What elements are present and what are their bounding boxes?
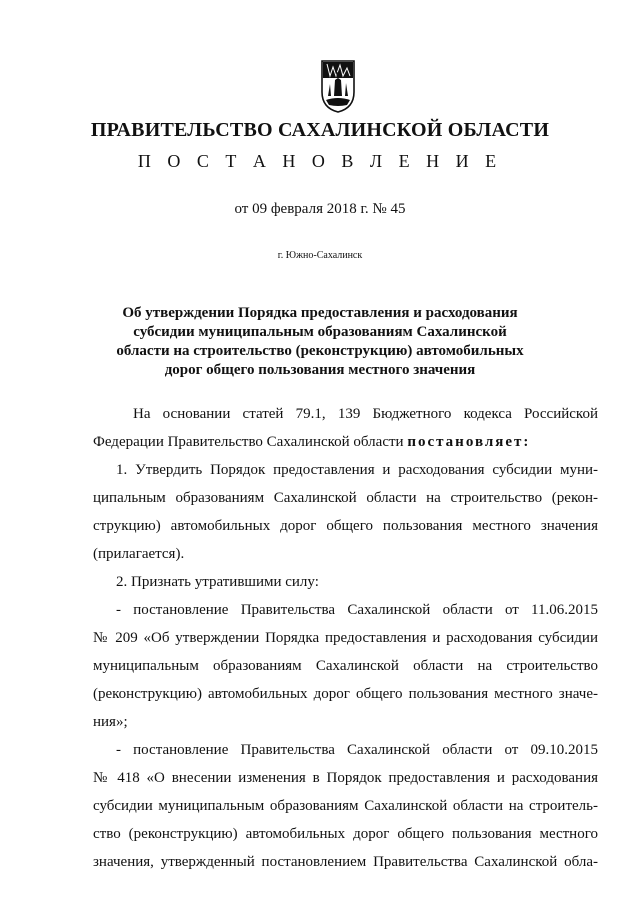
repealed-item-2-line: субсидии муниципальным образованиям Сахалинской области на строитель- <box>93 798 598 814</box>
document-city: г. Южно-Сахалинск <box>277 250 363 261</box>
paragraph-1-line: (прилагается). <box>93 546 185 562</box>
repealed-item-1-line: (реконструкцию) автомобильных дорог общего пользования местного значе- <box>93 686 598 702</box>
sakhalin-coat-of-arms-icon <box>318 58 358 114</box>
document-type: П О С Т А Н О В Л Е Н И Е <box>137 151 503 171</box>
subject-line: области на строительство (реконструкцию) автомобильных <box>116 343 524 359</box>
subject-line: Об утверждении Порядка предоставления и расходования <box>122 305 518 321</box>
paragraph-1-line: 1. Утвердить Порядок предоставления и расходования субсидии муни- <box>116 462 598 478</box>
paragraph-1-line: струкцию) автомобильных дорог общего пользования местного значения <box>93 518 598 534</box>
repealed-item-2-line: значения, утвержденный постановлением Правительства Сахалинской обла- <box>93 854 598 870</box>
repealed-item-2-line: - постановление Правительства Сахалинской области от 09.10.2015 <box>116 742 598 758</box>
preamble-text: Федерации Правительство Сахалинской области <box>93 434 408 450</box>
document-subject <box>0 304 640 380</box>
subject-line: дорог общего пользования местного значения <box>164 362 476 378</box>
document-date-number: от 09 февраля 2018 г. № 45 <box>234 201 406 217</box>
preamble-line: На основании статей 79.1, 139 Бюджетного кодекса Российской <box>133 406 598 422</box>
repealed-item-1-line: ния»; <box>93 714 128 730</box>
paragraph-2-intro: 2. Признать утратившими силу: <box>116 574 319 590</box>
subject-line: субсидии муниципальным образованиям Сахалинской <box>133 324 507 340</box>
repealed-item-1-line: № 209 «Об утверждении Порядка предоставления и расходования субсидии <box>93 630 598 646</box>
repealed-item-1-line: муниципальным образованиям Сахалинской области на строительство <box>93 658 598 674</box>
government-title: ПРАВИТЕЛЬСТВО САХАЛИНСКОЙ ОБЛАСТИ <box>90 119 550 141</box>
preamble-line <box>93 433 598 451</box>
repealed-item-2-line: ство (реконструкцию) автомобильных дорог общего пользования местного <box>93 826 598 842</box>
repealed-item-1-line: - постановление Правительства Сахалинской области от 11.06.2015 <box>116 602 598 618</box>
paragraph-1-line: ципальным образованиям Сахалинской области на строительство (рекон- <box>93 490 598 506</box>
repealed-item-2-line: № 418 «О внесении изменения в Порядок предоставления и расходования <box>93 770 598 786</box>
decree-keyword: постановляет: <box>407 434 531 450</box>
